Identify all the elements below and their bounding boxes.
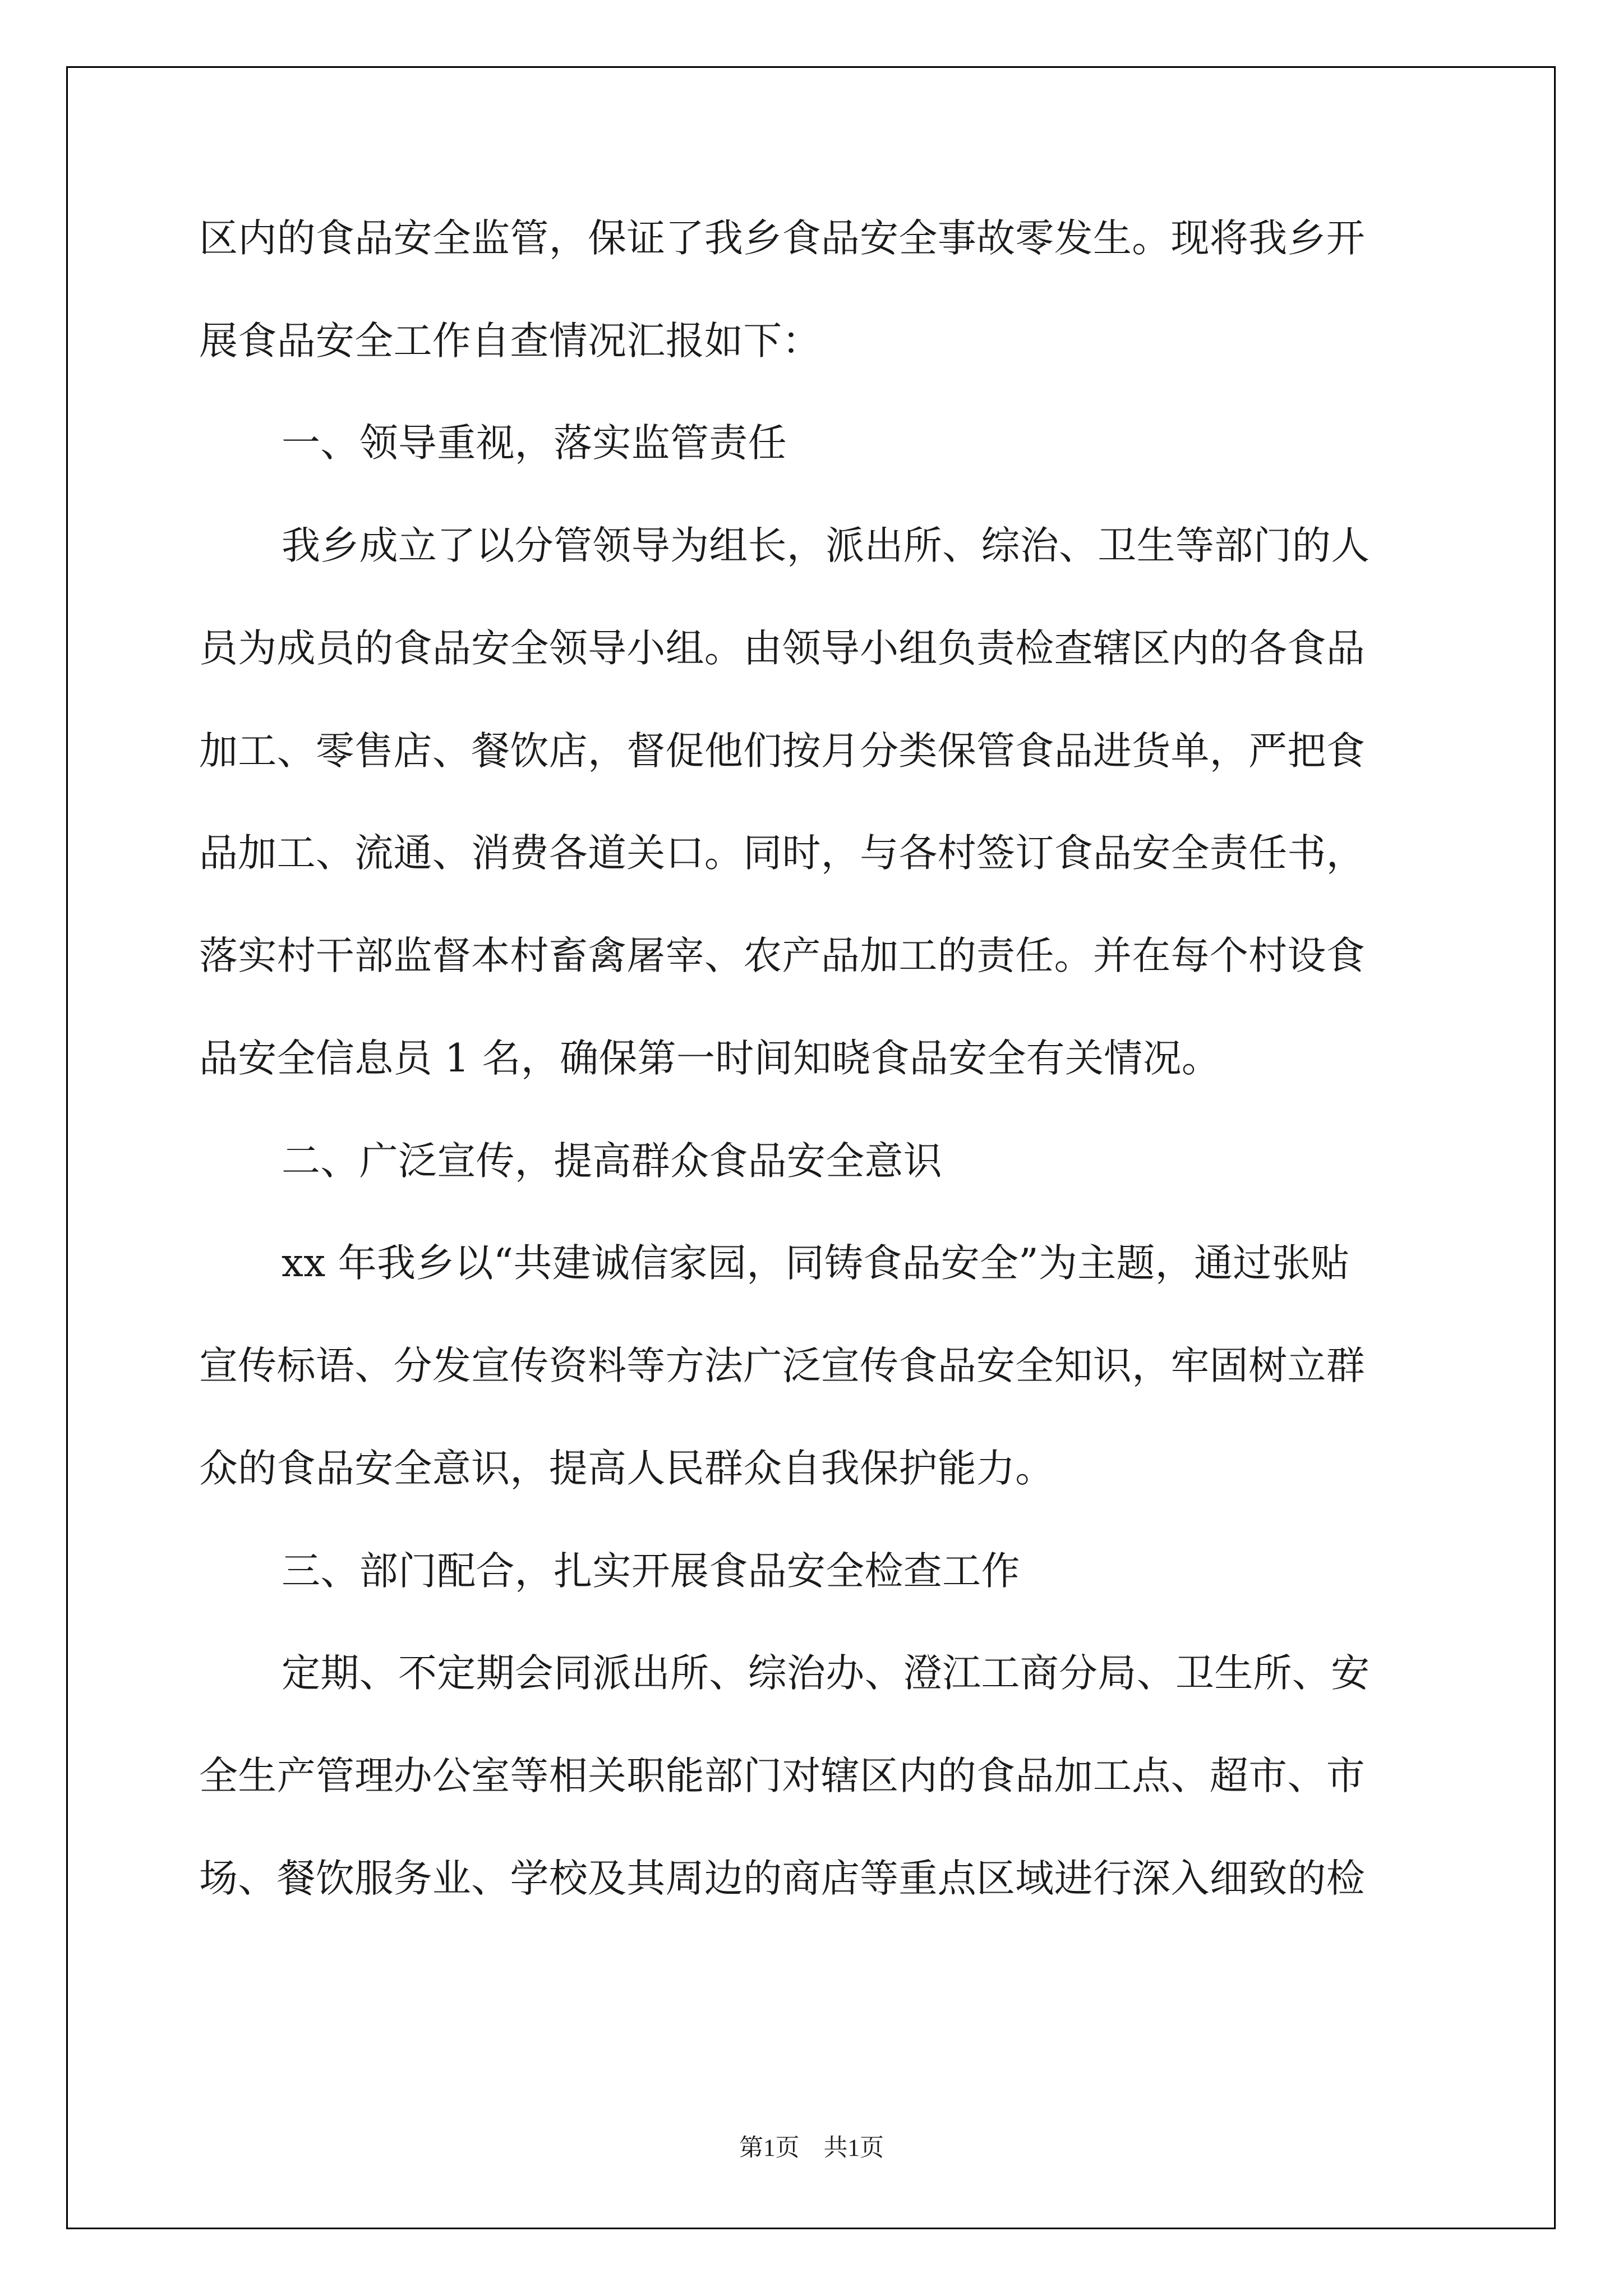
paragraph-line: 品安全信息员 1 名，确保第一时间知晓食品安全有关情况。 <box>199 1036 1221 1081</box>
paragraph-line: xx 年我乡以“共建诚信家园，同铸食品安全”为主题，通过张贴 <box>282 1241 1350 1286</box>
paragraph-line: 落实村干部监督本村畜禽屠宰、农产品加工的责任。并在每个村设食 <box>199 933 1365 978</box>
paragraph-line: 员为成员的食品安全领导小组。由领导小组负责检查辖区内的各食品 <box>199 626 1365 671</box>
paragraph-line: 定期、不定期会同派出所、综治办、澄江工商分局、卫生所、安 <box>282 1651 1370 1696</box>
paragraph-line: 区内的食品安全监管，保证了我乡食品安全事故零发生。现将我乡开 <box>199 216 1365 261</box>
section-heading: 三、部门配合，扎实开展食品安全检查工作 <box>282 1549 1020 1594</box>
paragraph-line: 展食品安全工作自查情况汇报如下： <box>199 319 821 364</box>
paragraph-line: 众的食品安全意识，提高人民群众自我保护能力。 <box>199 1446 1054 1491</box>
paragraph-line: 场、餐饮服务业、学校及其周边的商店等重点区域进行深入细致的检 <box>199 1856 1365 1901</box>
paragraph-line: 加工、零售店、餐饮店，督促他们按月分类保管食品进货单，严把食 <box>199 729 1365 774</box>
paragraph-line: 品加工、流通、消费各道关口。同时，与各村签订食品安全责任书， <box>199 831 1365 876</box>
paragraph-line: 全生产管理办公室等相关职能部门对辖区内的食品加工点、超市、市 <box>199 1754 1365 1798</box>
page-number: 第1页 共1页 <box>739 2135 884 2161</box>
paragraph-line: 宣传标语、分发宣传资料等方法广泛宣传食品安全知识，牢固树立群 <box>199 1343 1365 1388</box>
section-heading: 二、广泛宣传，提高群众食品安全意识 <box>282 1139 943 1184</box>
paragraph-line: 我乡成立了以分管领导为组长，派出所、综治、卫生等部门的人 <box>282 523 1370 568</box>
section-heading: 一、领导重视，落实监管责任 <box>282 421 787 466</box>
